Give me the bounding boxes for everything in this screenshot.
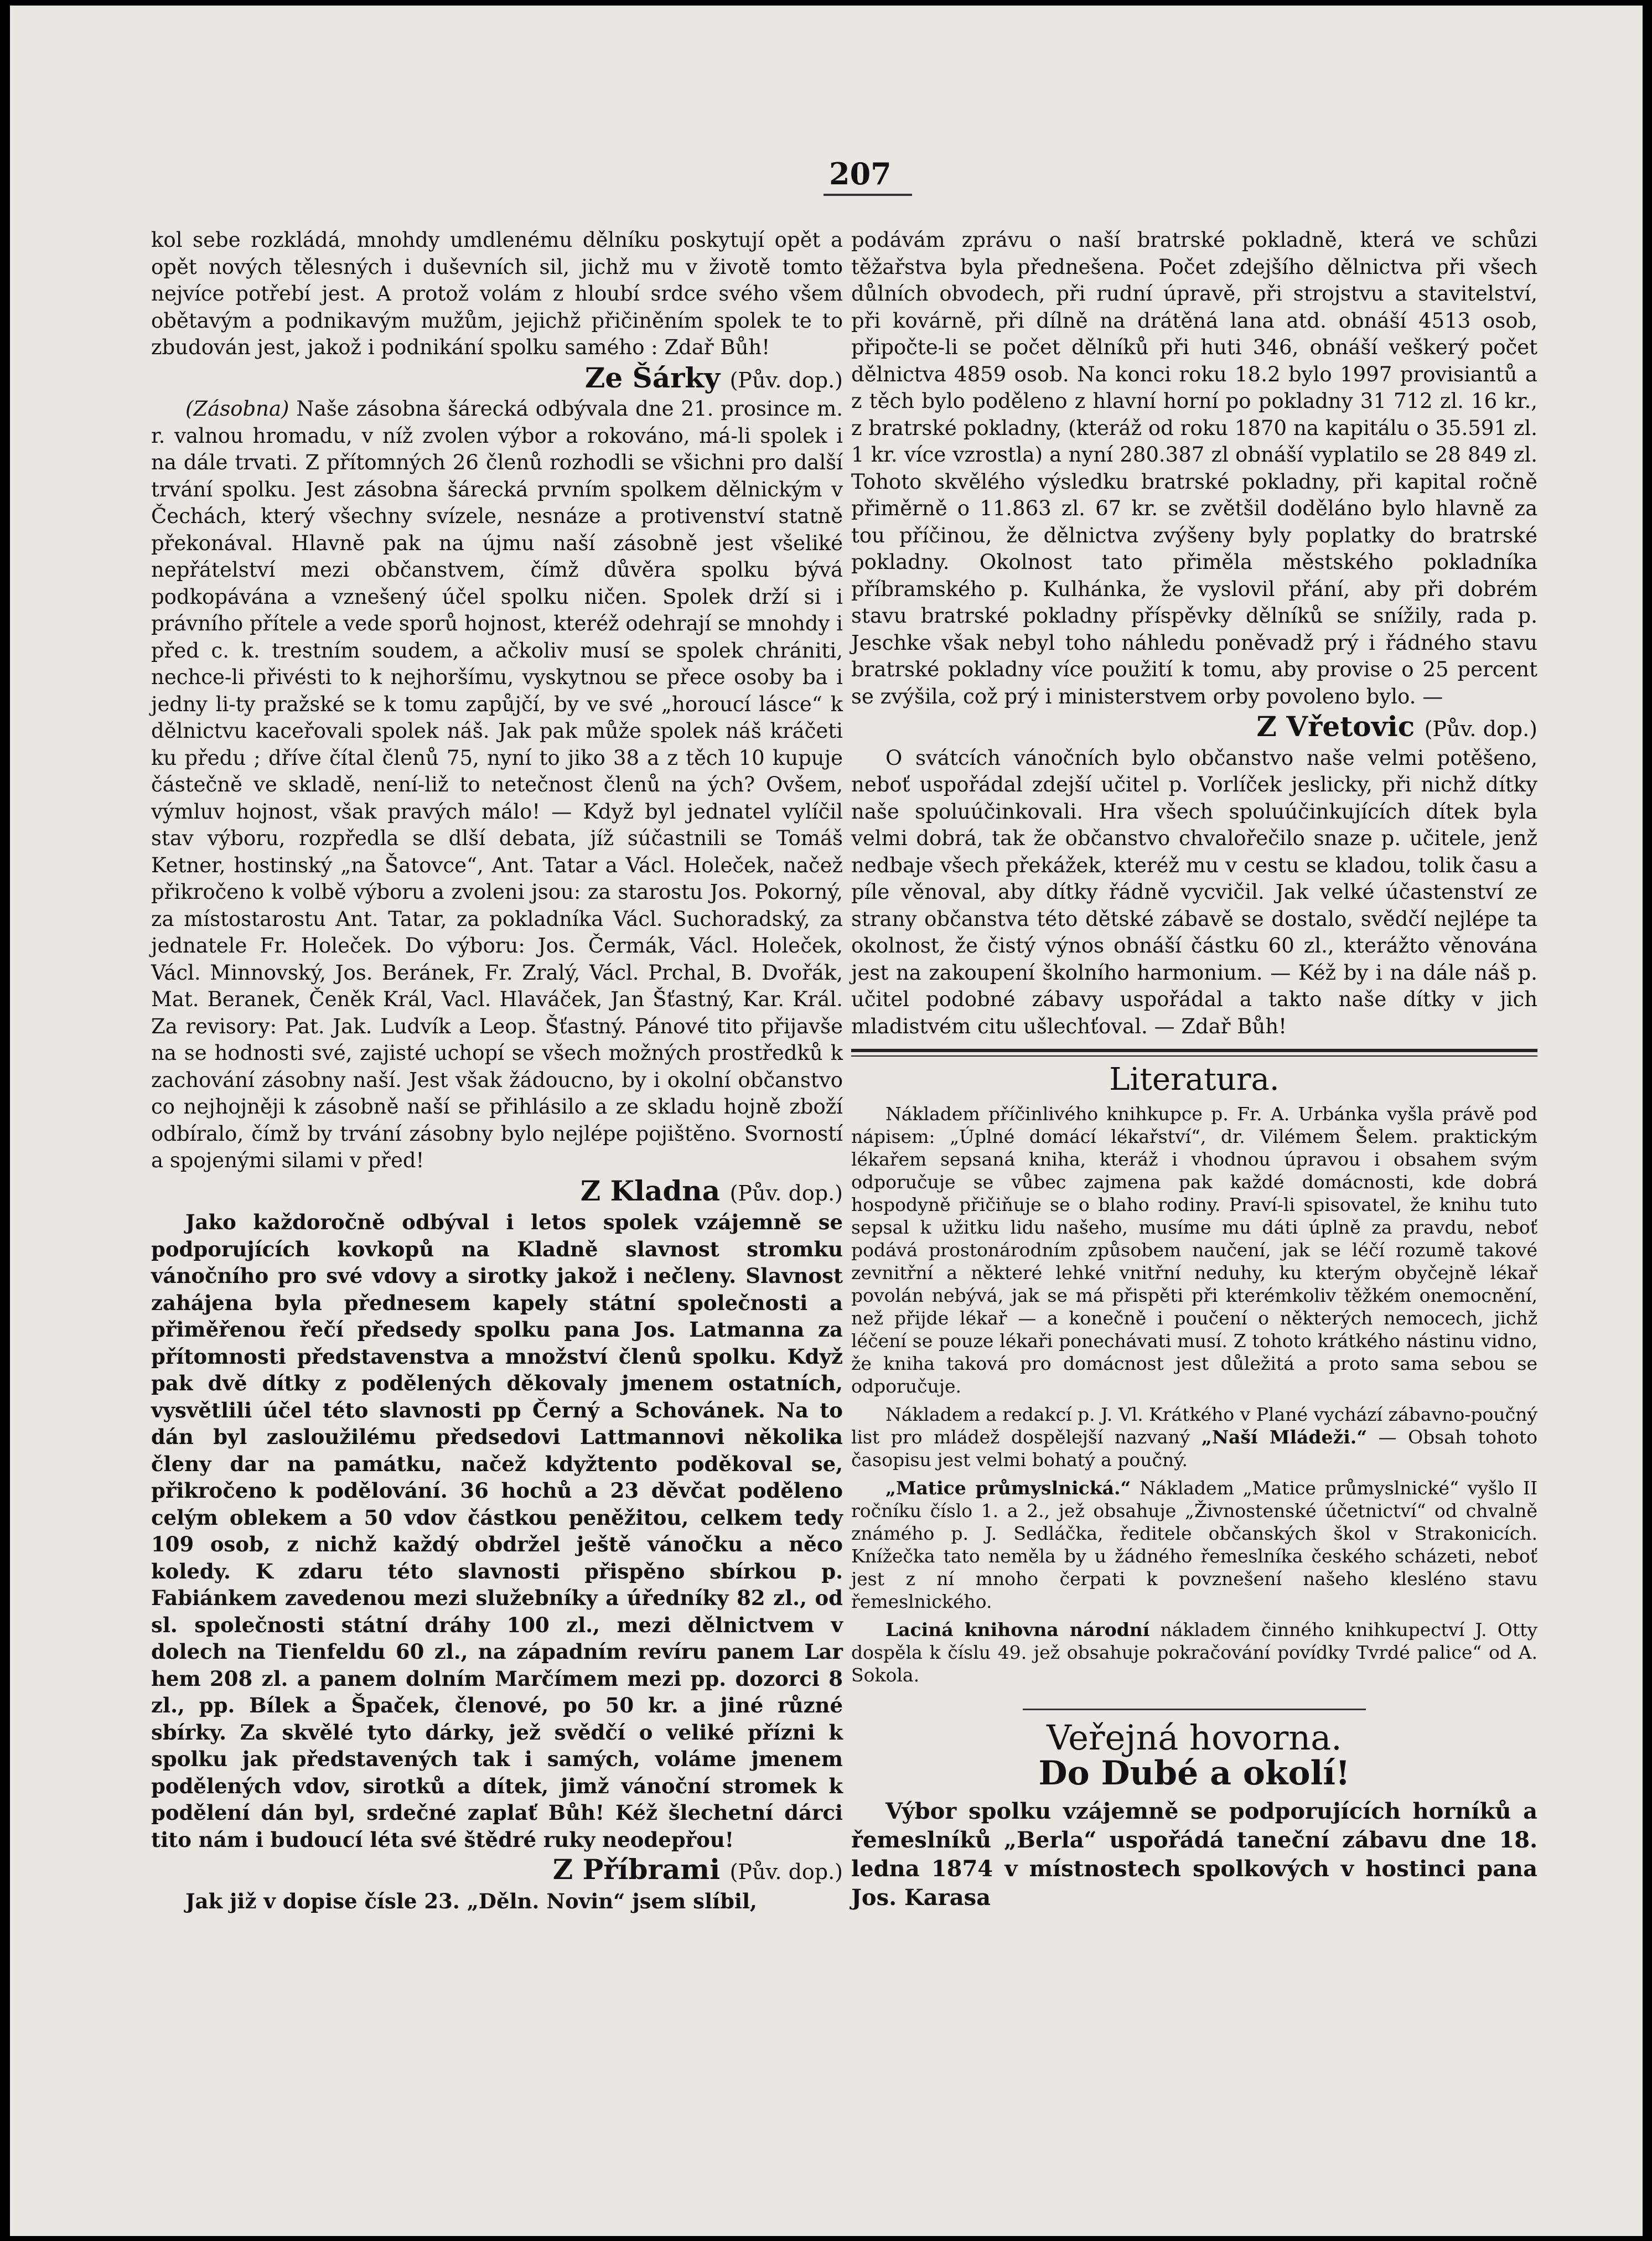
ad-text: Výbor spolku vzájemně se podporujících horníků a řemeslníků „Berla“ uspořádá taneční zábavu dne 18. ledna 1874 v místnostech spolkových v hostinci pana Jos. Karasa bbox=[851, 1798, 1537, 1911]
lit-paragraph-4 bbox=[851, 1618, 1537, 1686]
right-column bbox=[851, 227, 1537, 1912]
sarka-paragraph bbox=[151, 396, 843, 1174]
lit-p3-body: Nákladem „Matice průmyslnické“ vyšlo II ročníku číslo 1. a 2., jež obsahuje „Živnostenské účetnictví“ od chvalně známého p. J. Sedláčka, ředitele občanských škol v Strakonicích. Knížečka tato neměla by u žádného řemeslníka českého scházeti, neboť jest z ní mnoho čerpati k povznešení našeho klesléno stavu řemeslnického. bbox=[851, 1477, 1537, 1612]
lit-p4-body: nákladem činného knihkupectví J. Otty dospěla k číslu 49. jež obsahuje pokračování povídky Tvrdé palice“ od A. Sokola. bbox=[851, 1618, 1537, 1686]
section-divider bbox=[851, 1049, 1537, 1057]
lit-p2-title: „Naší Mládeži.“ bbox=[1201, 1426, 1368, 1448]
pribram-source: (Pův. dop.) bbox=[729, 1860, 843, 1884]
verejna-hovorna-heading: Veřejná hovorna. bbox=[1047, 1717, 1342, 1758]
lit-p3-title: „Matice průmyslnická.“ bbox=[885, 1477, 1131, 1499]
sarka-body: Naše zásobna šárecká odbývala dne 21. prosince m. r. valnou hromadu, v níž zvolen výbor a rokováno, má-li spolek i na dále trvati. Z přítomných 26 členů rozhodli se všichni pro další trvání spolku. Jest zásobna šárecká prvním spolkem dělnickým v Čechách, který všechny svízele, nesnáze a protivenství statně překonával. Hlavně pak na újmu naší zásobně jest všeliké nepřátelství mezi občanstvem, čímž důvěra spolku bývá podkopávána a vznešený účel spolku ničen. Spolek drží si i právního přítele a vede sporů hojnost, kteréž odehrají se mnohdy i před c. k. trestním soudem, a ačkoliv musí se spolek chrániti, nechce-li přivésti to k nejhoršímu, vyskytnou se přece osoby ba i jedny li-ty pražské se k tomu zapůjčí, by ve své „horoucí lásce“ k dělnictvu kaceřovali spolek náš. Jak pak může spolek náš kráčeti ku předu ; dříve čítal členů 75, nyní to jiko 38 a z těch 10 kupuje částečně ve skladě, není-liž to netečnost členů na ých? Ovšem, výmluv hojnost, však pravých málo! — Když byl jednatel vylíčil stav výboru, rozpředla se dlší debata, jíž súčastnili se Tomáš Ketner, hostinský „na Šatovce“, Ant. Tatar a Václ. Holeček, načež přikročeno k volbě výboru a zvoleni jsou: za starostu Jos. Pokorný, za místostarostu Ant. Tatar, za pokladníka Václ. Suchoradský, za jednatele Fr. Holeček. Do výboru: Jos. Čermák, Václ. Holeček, Václ. Minnovský, Jos. Beránek, Fr. Zralý, Václ. Prchal, B. Dvořák, Mat. Beranek, Čeněk Král, Vacl. Hlaváček, Jan Šťastný, Kar. Král. Za revisory: Pat. Jak. Ludvík a Leop. Šťastný. Pánové tito přijavše na se hodnosti své, zajisté uchopí se všech možných prostředků k zachování zásobny naší. Jest však žádoucno, by i okolní občanstvo co nejhojněji k zásobně naší se přihlásilo a ze skladu hojně zboží odbíralo, čímž by trvání zásobny bylo nejlépe pojištěno. Svorností a spojenými silami v před! bbox=[151, 397, 843, 1172]
sarka-lead: (Zásobna) bbox=[185, 397, 289, 421]
section-heading-kladno bbox=[151, 1174, 843, 1207]
section-heading-sarka bbox=[151, 361, 843, 394]
kladno-paragraph: Jako každoročně odbýval i letos spolek vzájemně se podporujících kovkopů na Kladně slavnost stromku vánočního pro své vdovy a sirotky jakož i nečleny. Slavnost zahájena byla přednesem kapely státní společnosti a přiměřenou řečí předsedy spolku pana Jos. Latmanna za přítomnosti představenstva a množství členů spolku. Když pak dvě dítky z podělených děkovaly jmenem ostatních, vysvětlili účel této slavnosti pp Černý a Schovánek. Na to dán byl zasloužilému předsedovi Lattmannovi několika členy dar na památku, načež kdyžtento poděkoval se, přikročeno k podělování. 36 hochů a 23 děvčat poděleno celým oblekem a 50 vdov částkou peněžitou, celkem tedy 109 osob, z nichž každý obdržel ještě vánočku a něco koledy. K zdaru této slavnosti přispěno sbírkou p. Fabiánkem zavedenou mezi služebníky a úředníky 82 zl., od sl. společnosti státní dráhy 100 zl., mezi dělnictvem v dolech na Tienfeldu 60 zl., na západním revíru panem Lar hem 208 zl. a panem dolním Marčímem mezi pp. dozorci 8 zl., pp. Bílek a Špaček, členové, po 50 kr. a jiné různé sbírky. Za skvělé tyto dárky, jež svědčí o veliké přízni k spolku jak představených tak i samých, voláme jmenem podělených vdov, sirotků a dítek, jimž vánoční stromek k podělení dán byl, srdečné zaplať Bůh! Kéž šlechetní dárci tito nám i budoucí léta své štědré ruky neodepřou! bbox=[151, 1210, 843, 1852]
page-number: 207 bbox=[829, 156, 892, 192]
sarka-heading-text: Ze Šárky bbox=[584, 361, 721, 394]
pribram-continuation: podávám zprávu o naší bratrské pokladně, která ve schůzi těžařstva byla přednešena. Počet zdejšího dělnictva při všech důlních obvodech, při rudní úpravě, při strojstvu a stavitelství, při kovárně, při dílně na drátěná lana atd. obnáší 4513 osob, připočte-li se počet dělníků při huti 346, obnáší veškerý počet dělnictva 4859 osob. Na konci roku 18.2 bylo 1997 provisiantů a z těch bylo poděleno z hlavní horní po pokladny 31 712 zl. 16 kr., z bratrské pokladny, (kteráž od roku 1870 na kapitálu o 35.591 zl. 1 kr. více vzrostla) a nyní 280.387 zl obnáší vyplatilo se 28 849 zl. Tohoto skvělého výsledku bratrské pokladny, při kapital ročně přiměrně o 11.863 zl. 67 kr. se zvětšil doděláno bylo hlavně za tou příčinou, že dělnictva zvýšeny byly poplatky do bratrské pokladny. Okolnost tato přiměla městského pokladníka příbramského p. Kulhánka, že vyslovil přání, aby při dobrém stavu bratrské pokladny příspěvky dělníků se snížily, rada p. Jeschke však nebyl toho náhledu poněvadž prý i řádného stavu bratrské pokladny více použití k tomu, aby provise o 25 percent se zvýšila, což prý i ministerstvem orby povoleno bylo. — bbox=[851, 228, 1537, 708]
lit-paragraph-3 bbox=[851, 1477, 1537, 1613]
newspaper-page bbox=[10, 6, 1643, 2236]
section-heading-vretovic bbox=[851, 710, 1537, 743]
pribram-paragraph: Jak již v dopise čísle 23. „Děln. Novin“ jsem slíbil, bbox=[185, 1888, 757, 1913]
left-column bbox=[151, 227, 843, 1914]
ad-divider bbox=[1023, 1709, 1366, 1710]
lit-p4-title: Laciná knihovna národní bbox=[885, 1618, 1150, 1640]
lit-p2-start: Nákladem a redakcí p. J. Vl. Krátkého v Plané vychází zábavno-poučný list pro mládež dospělejší nazvaný bbox=[851, 1403, 1537, 1448]
page-number-rule bbox=[824, 194, 912, 196]
vretovic-paragraph: O svátcích vánočních bylo občanstvo naše velmi potěšeno, neboť uspořádal zdejší učitel p. Vorlíček jeslicky, při nichž dítky naše spoluúčinkovali. Hra všech spoluúčinkujících dítek byla velmi dobrá, tak že občanstvo chvalořečilo snaze p. učitele, jenž nedbaje všech překážek, kteréž mu v cestu se kladou, tolik času a píle věnoval, aby dítky řádně vycvičil. Jak velké účastenství ze strany občanstva této dětské zábavě se dostalo, svědčí nejlépe ta okolnost, že čistý výnos obnáší částku 60 zl., kterážto věnována jest na zakoupení školního harmonium. — Kéž by i na dále náš p. učitel podobné zábavy uspořádal a takto naše dítky v jich mladistvém citu ušlechťoval. — Zdař Bůh! bbox=[851, 746, 1537, 1038]
intro-paragraph: kol sebe rozkládá, mnohdy umdlenému dělníku poskytují opět a opět nových tělesných i duševních sil, jichž mu v životě tomto nejvíce potřebí jest. A protož volám z hloubí srdce svého všem obětavým a podnikavým mužům, jejichž přičiněním spolek te to zbudován jest, jakož i podnikání spolku samého : Zdař Bůh! bbox=[151, 228, 843, 359]
kladno-source: (Pův. dop.) bbox=[729, 1181, 843, 1205]
sarka-source: (Pův. dop.) bbox=[729, 368, 843, 392]
section-heading-pribram bbox=[151, 1853, 843, 1886]
lit-paragraph-2 bbox=[851, 1403, 1537, 1471]
ad-headline: Do Dubé a okolí! bbox=[1038, 1754, 1350, 1793]
literatura-section bbox=[851, 1103, 1537, 1686]
pribram-heading-text: Z Příbrami bbox=[552, 1853, 721, 1886]
lit-paragraph-1: Nákladem příčinlivého knihkupce p. Fr. A. Urbánka vyšla právě pod nápisem: „Úplné domácí lékařství“, dr. Vilémem Šelem. praktickým lékařem sepsaná kniha, kteráž i vhodnou úpravou i obsahem svým odporučuje se vůbec zajmena pak každé domácnosti, kde dobrá hospodyně přičiňuje se o blaho rodiny. Praví-li spisovatel, že knihu tuto sepsal k užitku lidu našeho, musíme mu dáti úplně za pravdu, neboť podává prostonárodním způsobem naučení, jak se léčí rozumě takové zevnitřní a některé lehké vnitřní neduhy, ku kterým obyčejně lékař povolán nebývá, jak se má přispěti při kterémkoliv těžkém onemocnění, než přijde lékař — a konečně i poučení o některých nemocech, jichž léčení se pouze lékaři ponechávati musí. Z tohoto krátkého nástinu vidno, že kniha taková pro domácnost jest důležitá a proto sama sebou se odporučuje. bbox=[851, 1103, 1537, 1397]
vretovic-heading-text: Z Vřetovic bbox=[1256, 710, 1415, 743]
vretovic-source: (Pův. dop.) bbox=[1424, 717, 1537, 741]
literatura-heading: Literatura. bbox=[1109, 1062, 1280, 1098]
lit-p2-end: — Obsah tohoto časopisu jest velmi bohatý a poučný. bbox=[851, 1426, 1538, 1471]
kladno-heading-text: Z Kladna bbox=[580, 1174, 721, 1207]
